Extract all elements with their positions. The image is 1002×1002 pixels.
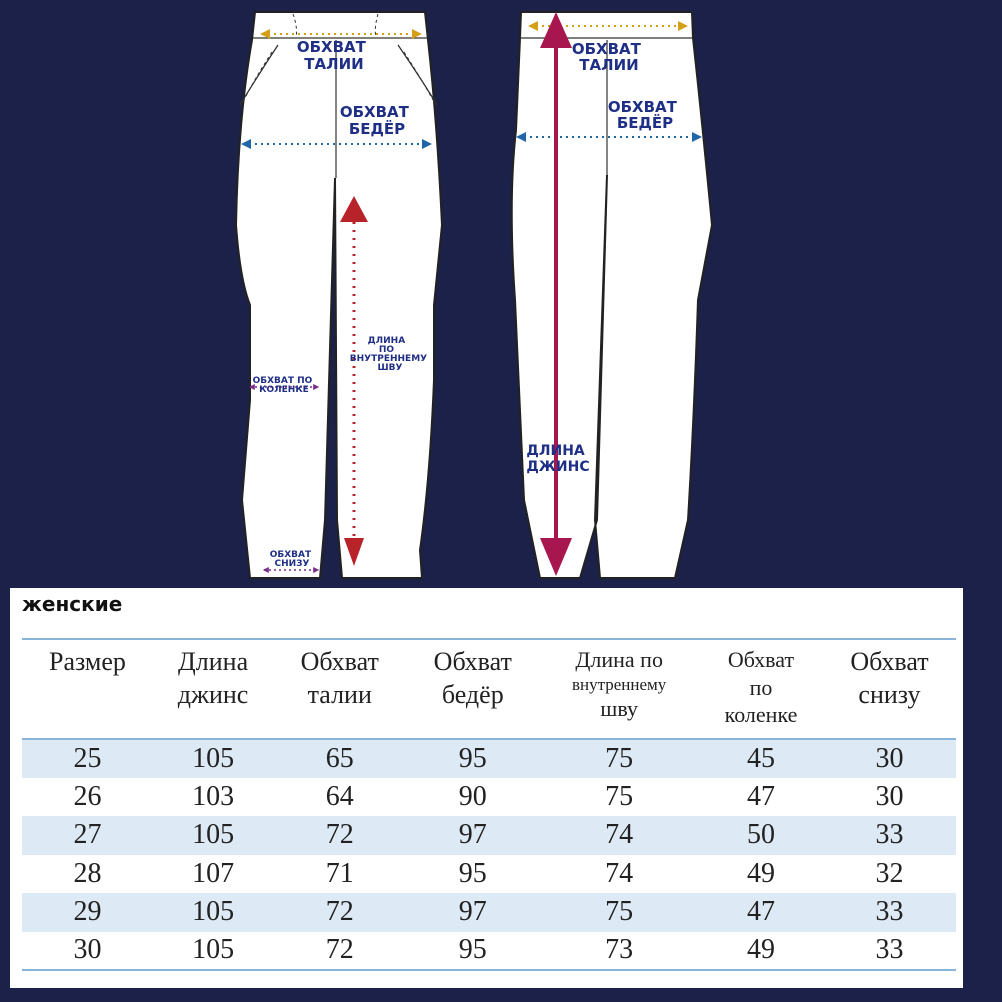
header-jeans-length: Длина джинс	[177, 647, 249, 709]
header-hem: Обхват снизу	[850, 647, 929, 709]
table-row	[22, 932, 956, 971]
hem-cell: 33	[875, 896, 904, 928]
waist-cell: 72	[325, 934, 354, 966]
knee-cell: 47	[747, 780, 775, 812]
header-hips: Обхват бедёр	[433, 647, 512, 709]
header-size: Размер	[48, 647, 126, 676]
table-row	[22, 778, 956, 817]
size-cell: 30	[73, 934, 102, 966]
table-header-row	[22, 639, 956, 739]
table-caption: женские	[22, 592, 123, 616]
jeans-length-cell: 107	[192, 857, 235, 889]
inseam-label: ДЛИНА ПО ВНУТРЕННЕМУ ШВУ	[349, 336, 428, 373]
jeans-length-label: ДЛИНА ДЖИНС	[526, 443, 590, 475]
knee-cell: 47	[747, 896, 775, 928]
table-row	[22, 855, 956, 894]
knee-cell: 49	[747, 857, 775, 889]
header-waist: Обхват талии	[300, 647, 379, 709]
header-inseam: Длина по внутреннему шву	[572, 647, 667, 721]
jeans-length-cell: 105	[192, 896, 235, 928]
pants-back-view	[512, 12, 712, 578]
hips-cell: 95	[458, 934, 487, 966]
hips-cell: 97	[458, 896, 487, 928]
knee-label: ОБХВАТ ПО КОЛЕНКЕ	[252, 376, 313, 395]
jeans-length-cell: 105	[192, 819, 235, 851]
knee-cell: 50	[747, 819, 775, 851]
hips-cell: 97	[458, 819, 487, 851]
waist-cell: 72	[325, 896, 354, 928]
front-pants-outline	[236, 12, 442, 578]
hem-cell: 33	[875, 934, 904, 966]
size-cell: 25	[73, 742, 102, 774]
jeans-length-cell: 105	[192, 742, 235, 774]
size-table	[22, 638, 956, 971]
inseam-cell: 75	[605, 896, 634, 928]
hem-cell: 33	[875, 819, 904, 851]
size-table-panel	[10, 588, 963, 988]
size-cell: 26	[73, 780, 102, 812]
table-row	[22, 816, 956, 855]
hem-label: ОБХВАТ СНИЗУ	[269, 550, 312, 569]
table-row	[22, 893, 956, 932]
front-waist-label: ОБХВАТ ТАЛИИ	[296, 38, 366, 73]
jeans-length-cell: 103	[192, 780, 235, 812]
knee-cell: 45	[747, 742, 775, 774]
hem-cell: 30	[875, 742, 904, 774]
waist-cell: 72	[325, 819, 354, 851]
hem-cell: 30	[875, 780, 904, 812]
header-knee: Обхват по коленке	[724, 647, 798, 727]
hips-cell: 95	[458, 857, 487, 889]
back-waist-label: ОБХВАТ ТАЛИИ	[571, 40, 641, 74]
hips-cell: 90	[458, 780, 487, 812]
size-cell: 28	[73, 857, 102, 889]
front-hip-label: ОБХВАТ БЕДЁР	[339, 103, 409, 138]
size-cell: 27	[73, 819, 102, 851]
waist-cell: 65	[325, 742, 354, 774]
inseam-cell: 74	[605, 819, 634, 851]
hem-cell: 32	[875, 857, 904, 889]
inseam-cell: 75	[605, 742, 634, 774]
inseam-cell: 74	[605, 857, 634, 889]
jeans-length-cell: 105	[192, 934, 235, 966]
back-pants-outline	[512, 12, 712, 578]
back-hip-label: ОБХВАТ БЕДЁР	[607, 98, 677, 132]
inseam-cell: 75	[605, 780, 634, 812]
waist-cell: 64	[325, 780, 354, 812]
waist-cell: 71	[325, 857, 354, 889]
pants-front-view	[236, 12, 442, 578]
size-cell: 29	[73, 896, 102, 928]
inseam-cell: 73	[605, 934, 634, 966]
table-row	[22, 739, 956, 778]
hips-cell: 95	[458, 742, 487, 774]
knee-cell: 49	[747, 934, 775, 966]
